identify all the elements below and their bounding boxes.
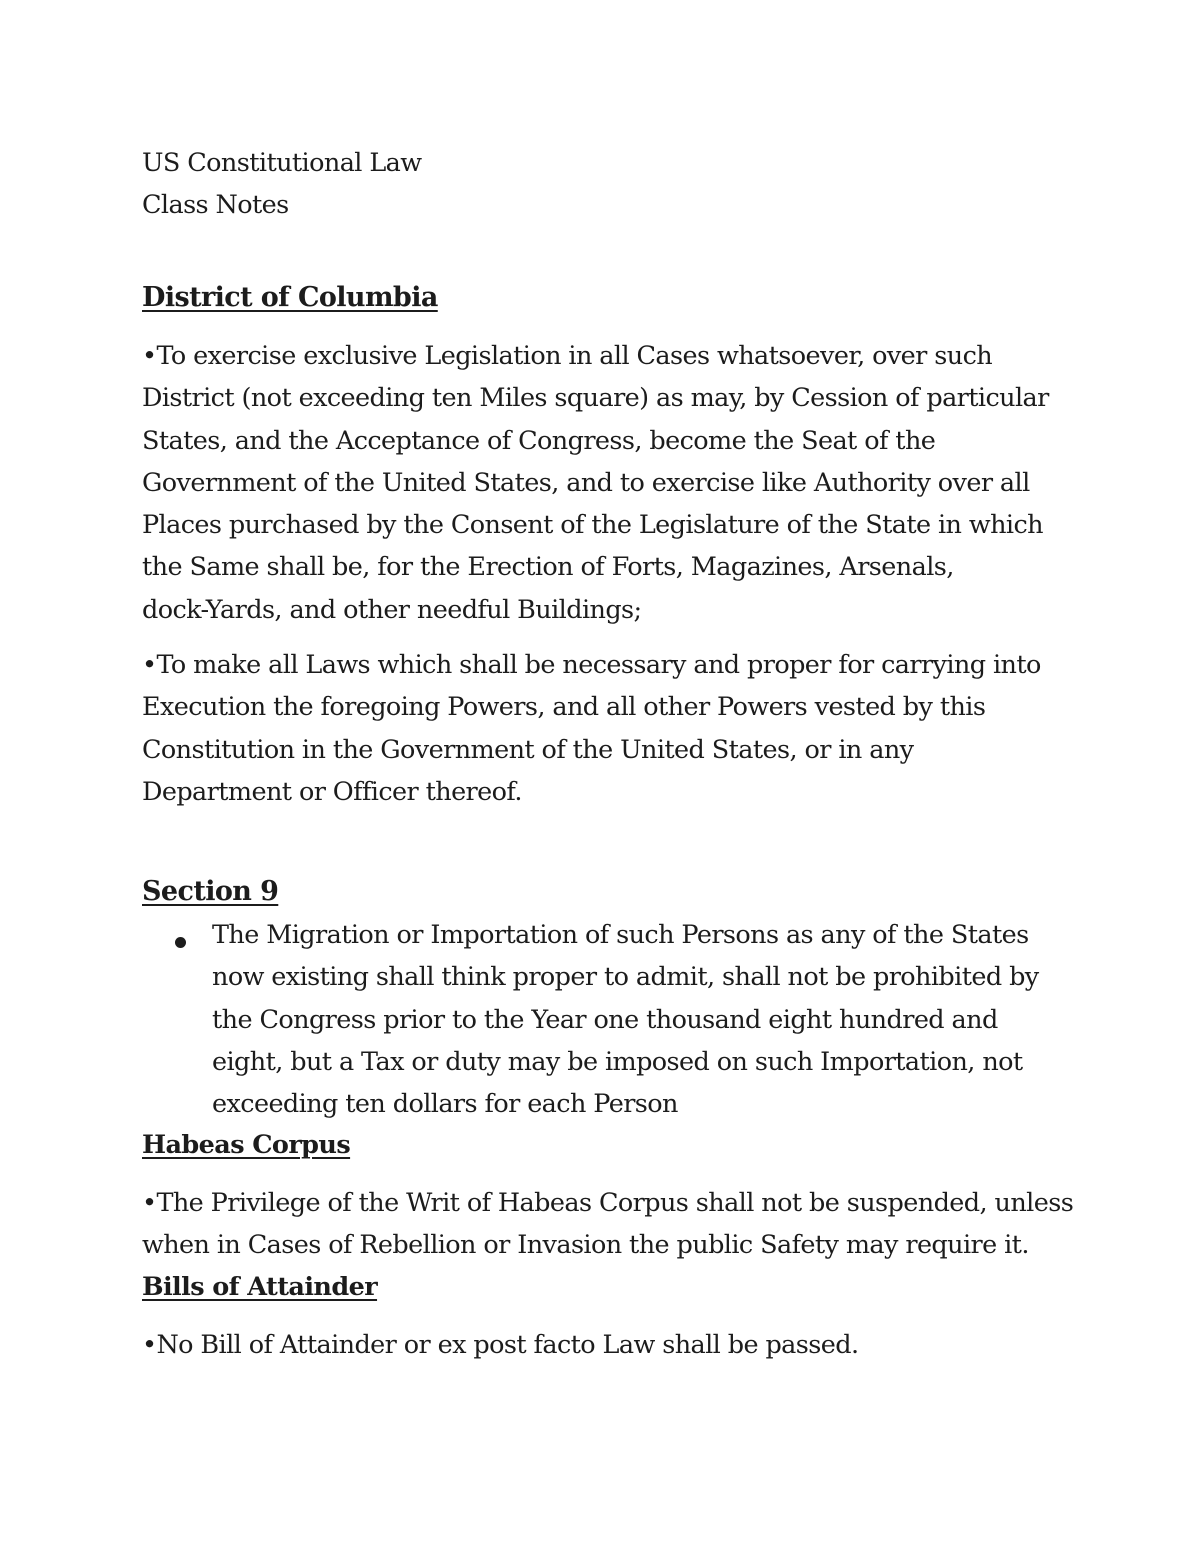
district-paragraph-2: [142, 644, 1072, 813]
attainder-paragraph: [142, 1324, 1072, 1366]
text-line: The Migration or Importation of such Persons as any of the States: [212, 920, 1029, 950]
heading-section-9: Section 9: [142, 876, 279, 907]
text-line: •The Privilege of the Writ of Habeas Corpus shall not be suspended, unless: [142, 1188, 1074, 1218]
doc-type: Class Notes: [142, 190, 289, 221]
text-line: •To make all Laws which shall be necessary and proper for carrying into: [142, 650, 1041, 680]
text-line: the Congress prior to the Year one thousand eight hundred and: [212, 1004, 998, 1035]
text-line: •No Bill of Attainder or ex post facto Law shall be passed.: [142, 1330, 859, 1360]
text-line: Department or Officer thereof.: [142, 776, 522, 807]
text-line: Constitution in the Government of the United States, or in any: [142, 734, 914, 765]
text-line: now existing shall think proper to admit, shall not be prohibited by: [212, 962, 1039, 993]
district-paragraph-1: [142, 335, 1072, 631]
text-line: Execution the foregoing Powers, and all other Powers vested by this: [142, 692, 986, 723]
text-line: exceeding ten dollars for each Person: [212, 1089, 678, 1120]
text-line: Places purchased by the Consent of the Legislature of the State in which: [142, 510, 1043, 541]
heading-habeas-corpus: Habeas Corpus: [142, 1130, 351, 1160]
heading-bills-of-attainder: Bills of Attainder: [142, 1272, 378, 1302]
text-line: District (not exceeding ten Miles square) as may, by Cession of particular: [142, 383, 1049, 414]
section-9-list-item: [212, 914, 1072, 1125]
document-header: [142, 142, 1072, 227]
text-line: the Same shall be, for the Erection of Forts, Magazines, Arsenals,: [142, 552, 954, 583]
habeas-paragraph: [142, 1182, 1072, 1267]
text-line: when in Cases of Rebellion or Invasion the public Safety may require it.: [142, 1230, 1029, 1261]
text-line: States, and the Acceptance of Congress, become the Seat of the: [142, 425, 936, 456]
course-title: US Constitutional Law: [142, 148, 422, 178]
bullet-dot-icon: [175, 937, 186, 948]
text-line: dock-Yards, and other needful Buildings;: [142, 594, 642, 625]
text-line: eight, but a Tax or duty may be imposed on such Importation, not: [212, 1046, 1023, 1077]
text-line: •To exercise exclusive Legislation in all Cases whatsoever, over such: [142, 341, 993, 371]
text-line: Government of the United States, and to exercise like Authority over all: [142, 467, 1030, 498]
heading-district-of-columbia: District of Columbia: [142, 282, 438, 313]
